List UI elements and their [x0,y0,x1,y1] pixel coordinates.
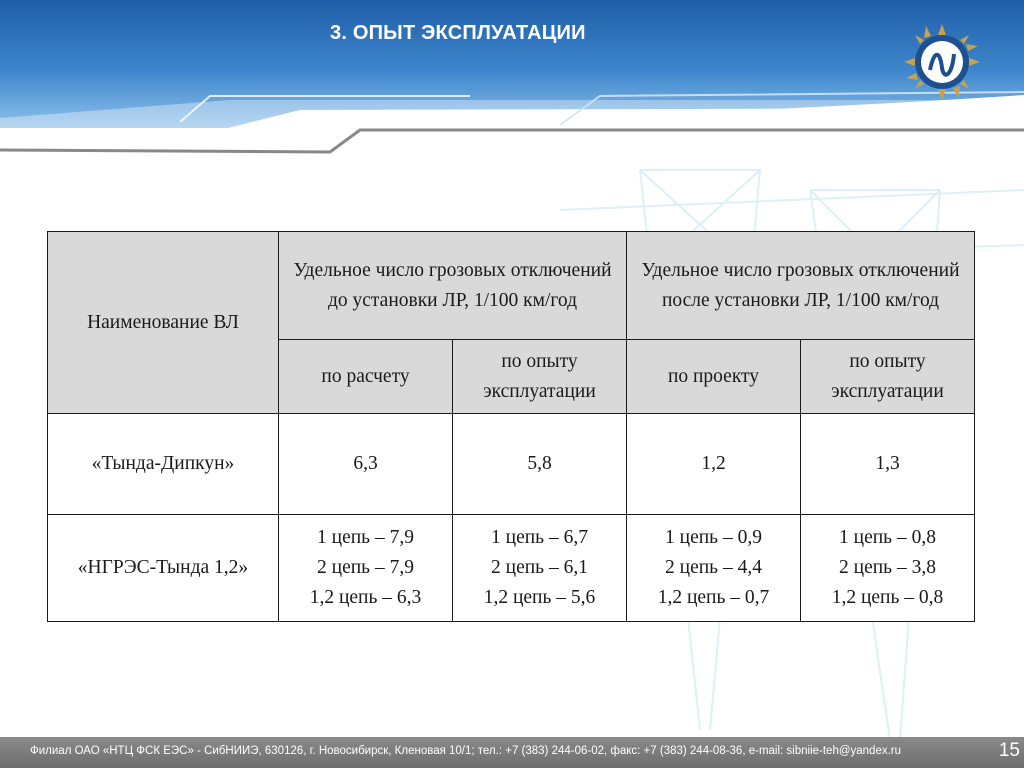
table-row [48,515,975,622]
cell-exp-after [801,515,975,622]
cell-line: 1,3 [875,453,900,474]
cell-project [627,515,801,622]
cell-line: 1,2 цепь – 5,6 [483,587,596,608]
slide-footer [0,737,1024,768]
subheader-by-project: по проекту [627,340,801,414]
cell-line: 1,2 цепь – 6,3 [309,587,422,608]
slide-title: 3. ОПЫТ ЭКСПЛУАТАЦИИ [330,22,586,44]
cell-project [627,414,801,515]
subheader-by-calculation: по расчету [279,340,453,414]
footer-contact-text: Филиал ОАО «НТЦ ФСК ЕЭС» - СибНИИЭ, 630126, г. Новосибирск, Кленовая 10/1; тел.: +7 (383) 244-06-02, факс: +7 (383) 244-08-36, e-mail: sibniie-teh@yandex.ru [30,745,902,757]
page-number: 15 [998,740,1020,761]
cell-exp-before [453,515,627,622]
subheader-operation-experience-after: по опыту эксплуатации [801,340,975,414]
cell-exp-before [453,414,627,515]
cell-calc [279,414,453,515]
header-line-name: Наименование ВЛ [48,232,279,414]
row-line-name: «НГРЭС-Тында 1,2» [48,515,279,622]
table-header-row [48,232,975,340]
lightning-outage-table [47,231,975,622]
row-line-name: «Тында-Дипкун» [48,414,279,515]
cell-line: 2 цепь – 4,4 [665,557,762,578]
cell-line: 1 цепь – 7,9 [317,527,414,548]
cell-line: 5,8 [527,453,552,474]
lightning-outage-table-wrapper [47,231,975,622]
cell-calc [279,515,453,622]
cell-exp-after [801,414,975,515]
cell-line: 2 цепь – 7,9 [317,557,414,578]
cell-line: 1 цепь – 0,8 [839,527,936,548]
cell-line: 2 цепь – 6,1 [491,557,588,578]
header-after-installation: Удельное число грозовых отключений после установки ЛР, 1/100 км/год [627,232,975,340]
slide-header [0,0,1024,160]
cell-line: 1 цепь – 6,7 [491,527,588,548]
cell-line: 1 цепь – 0,9 [665,527,762,548]
cell-line: 1,2 цепь – 0,7 [657,587,770,608]
fsk-ees-logo-icon [900,20,984,104]
table-row [48,414,975,515]
header-before-installation: Удельное число грозовых отключений до установки ЛР, 1/100 км/год [279,232,627,340]
subheader-operation-experience-before: по опыту эксплуатации [453,340,627,414]
cell-line: 1,2 цепь – 0,8 [831,587,944,608]
cell-line: 6,3 [353,453,378,474]
cell-line: 2 цепь – 3,8 [839,557,936,578]
cell-line: 1,2 [701,453,726,474]
